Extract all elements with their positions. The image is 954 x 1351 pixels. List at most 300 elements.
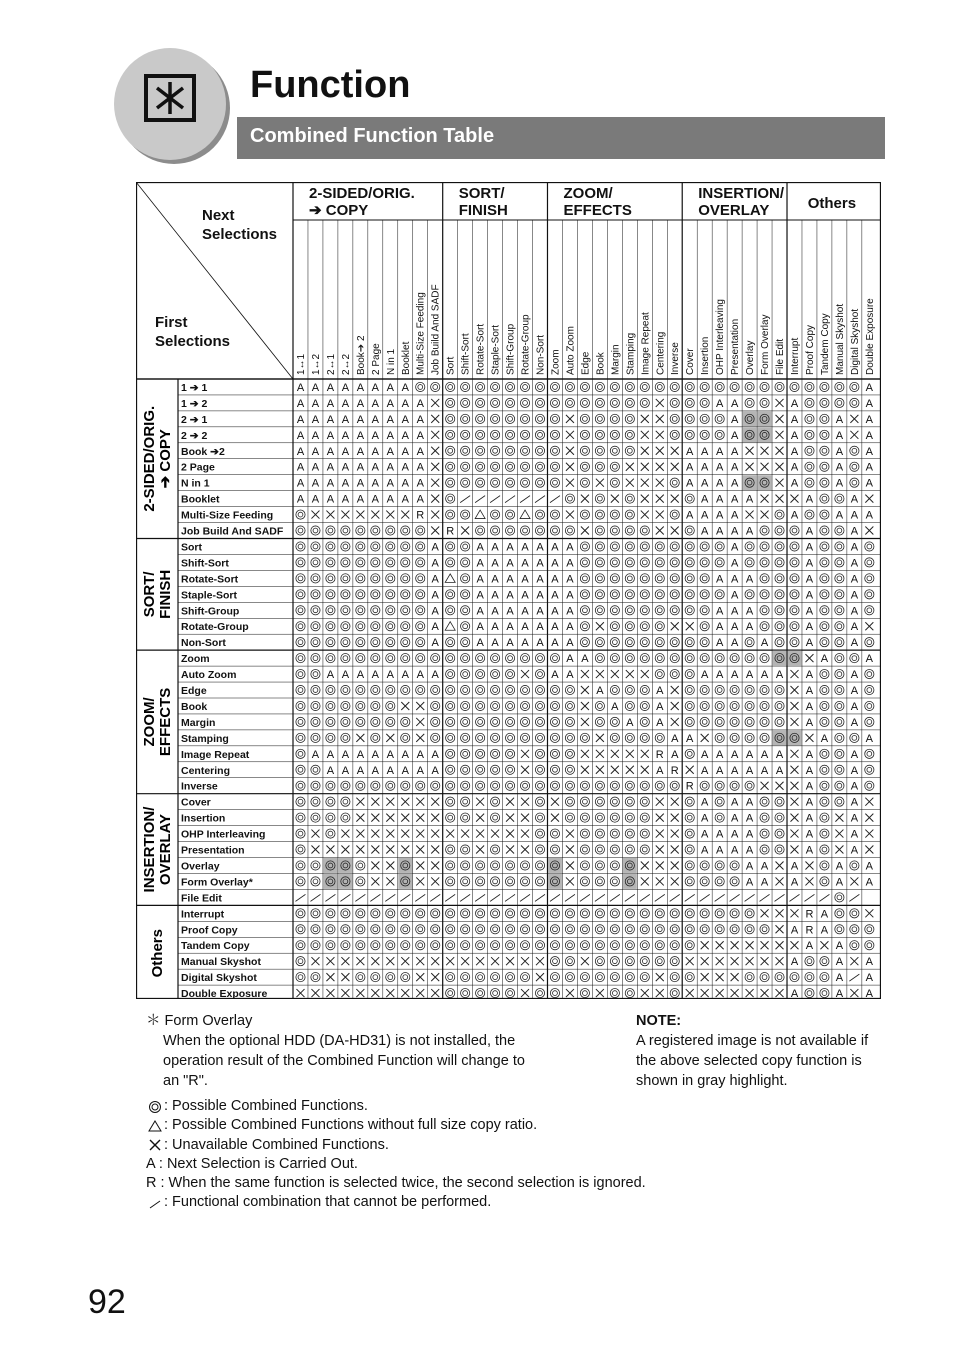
possible-circle-mark [520,925,529,934]
possible-circle-mark [476,781,485,790]
next-selection-mark: A [431,669,439,682]
next-selection-mark: A [805,605,814,618]
possible-circle-mark-inner [687,943,692,948]
possible-circle-mark-inner [508,704,513,709]
possible-circle-mark [490,398,499,407]
column-label: Presentation [730,318,742,375]
next-selection-mark: A [745,764,754,777]
possible-circle-mark-inner [553,688,558,693]
possible-circle-mark [670,669,679,678]
next-selection-mark: A [401,477,409,490]
possible-circle-mark [745,382,754,391]
possible-circle-mark-inner [298,592,303,597]
possible-circle-mark-inner [867,783,872,788]
next-selection-mark: A [521,621,529,634]
possible-circle-mark-inner [328,704,333,709]
next-selection-mark: A [356,461,365,474]
possible-circle-mark [296,829,305,838]
possible-circle-mark-inner [687,688,692,693]
triangle-mark [445,622,455,631]
possible-circle-mark [655,957,664,966]
possible-circle-mark-inner [298,624,303,629]
possible-circle-mark-inner [508,672,513,677]
possible-circle-mark-inner [612,385,617,390]
possible-circle-mark [446,813,455,822]
possible-circle-mark-inner [433,943,438,948]
possible-circle-mark-inner [298,528,303,533]
possible-circle-mark [550,781,559,790]
possible-circle-mark [401,973,410,982]
possible-circle-mark [700,877,709,886]
column-label: Form Overlay [760,314,772,375]
possible-circle-mark-inner [313,528,318,533]
possible-circle-mark [386,701,395,710]
possible-circle-mark [685,669,694,678]
possible-circle-mark-inner [672,608,677,613]
possible-circle-mark [550,398,559,407]
possible-circle-mark-inner [612,943,617,948]
next-selection-mark: A [730,557,739,570]
column-group-label: 2-SIDED/ORIG. [309,185,415,202]
possible-circle-mark-inner [508,432,513,437]
possible-circle-mark-inner [418,560,423,565]
possible-circle-mark [865,717,874,726]
possible-circle-mark-inner [388,688,393,693]
possible-circle-mark [820,414,829,423]
possible-circle-mark-inner [687,831,692,836]
possible-circle-mark-inner [762,576,767,581]
possible-circle-mark [655,558,664,567]
possible-circle-mark-inner [493,672,498,677]
possible-circle-mark-inner [493,847,498,852]
possible-circle-mark [520,781,529,790]
possible-circle-mark-inner [403,528,408,533]
possible-circle-mark [565,973,574,982]
possible-circle-mark [685,973,694,982]
possible-circle-mark [296,558,305,567]
possible-circle-mark [850,398,859,407]
next-selection-mark: A [476,557,484,570]
possible-circle-mark [580,622,589,631]
possible-circle-mark-inner [493,416,498,421]
possible-circle-mark [610,558,619,567]
possible-circle-mark [535,462,544,471]
next-selection-mark: A [401,461,409,474]
possible-circle-mark [775,638,784,647]
possible-circle-mark-inner [478,735,483,740]
next-selection-mark: A [566,541,574,554]
possible-circle-mark [820,494,829,503]
possible-circle-mark-inner [448,975,453,980]
next-selection-mark: A [865,876,874,889]
possible-circle-mark [296,733,305,742]
possible-circle-mark [461,733,470,742]
possible-circle-mark-inner [702,863,707,868]
next-selection-mark: A [850,669,859,682]
possible-circle-mark-inner [672,943,677,948]
possible-circle-mark-inner [463,751,468,756]
next-selection-mark: A [850,605,859,618]
possible-circle-mark [775,574,784,583]
next-selection-mark: A [491,589,499,602]
possible-circle-mark [580,813,589,822]
possible-circle-mark [311,590,320,599]
possible-circle-mark-inner [687,432,692,437]
possible-circle-mark-inner [463,879,468,884]
next-selection-mark: A [730,828,739,841]
row-label: Manual Skyshot [181,956,261,969]
legend-text: : Possible Combined Functions. [164,1098,368,1114]
possible-circle-mark [610,542,619,551]
possible-circle-mark [490,510,499,519]
possible-circle-mark [700,701,709,710]
column-group-label: ➔ COPY [309,202,369,219]
possible-circle-mark [311,765,320,774]
possible-circle-mark [341,797,350,806]
possible-circle-mark [341,622,350,631]
possible-circle-mark-inner [448,480,453,485]
next-selection-mark: A [701,844,709,857]
possible-circle-mark [640,717,649,726]
possible-circle-mark [820,622,829,631]
next-selection-mark: A [296,477,305,490]
possible-circle-mark [311,701,320,710]
next-selection-mark: A [715,445,724,458]
possible-circle-mark [341,574,350,583]
possible-circle-mark-inner [553,847,558,852]
possible-circle-mark-inner [747,783,752,788]
possible-circle-mark-inner [612,512,617,517]
possible-circle-mark [625,542,634,551]
possible-circle-mark [401,526,410,535]
possible-circle-mark-inner [433,735,438,740]
possible-circle-mark-inner [373,608,378,613]
possible-circle-mark [865,749,874,758]
possible-circle-mark [311,781,320,790]
possible-circle-mark-inner [508,927,513,932]
slash-mark [475,496,485,503]
possible-circle-mark [820,510,829,519]
possible-circle-mark [595,510,604,519]
possible-circle-mark [550,941,559,950]
possible-circle-mark-inner [747,720,752,725]
possible-circle-mark [610,574,619,583]
possible-circle-mark [341,590,350,599]
column-label: Digital Skyshot [849,308,861,375]
possible-circle-mark-inner [687,528,692,533]
possible-circle-mark-inner [448,385,453,390]
possible-circle-mark [775,685,784,694]
next-selection-mark: A [805,780,814,793]
next-selection-mark: A [865,413,874,426]
possible-circle-mark [371,925,380,934]
possible-circle-mark [371,733,380,742]
possible-circle-mark-inner [822,975,827,980]
possible-circle-mark-inner [597,512,602,517]
possible-circle-mark [356,717,365,726]
next-selection-mark: A [715,493,724,506]
possible-circle-mark-inner [672,975,677,980]
possible-circle-mark [610,957,619,966]
possible-circle-mark [371,558,380,567]
next-selection-mark: A [416,413,424,426]
possible-circle-mark-inner [403,927,408,932]
possible-circle-mark [850,733,859,742]
possible-circle-mark-inner [762,735,767,740]
possible-circle-mark-inner [642,401,647,406]
next-selection-mark: A [715,637,724,650]
possible-circle-mark-inner [583,783,588,788]
next-selection-mark: A [715,397,724,410]
next-selection-mark: A [715,509,724,522]
possible-circle-mark [745,398,754,407]
possible-circle-mark [670,654,679,663]
possible-circle-mark-inner [463,416,468,421]
row-group-label [141,406,174,512]
possible-circle-mark-inner [672,512,677,517]
next-selection-mark: A [566,557,574,570]
possible-circle-mark [356,877,365,886]
possible-circle-mark-inner [448,911,453,916]
possible-circle-mark [520,941,529,950]
possible-circle-mark [730,861,739,870]
possible-circle-mark [356,701,365,710]
ignored-mark: R [416,509,425,522]
possible-circle-mark [490,462,499,471]
possible-circle-mark [356,654,365,663]
possible-circle-mark [326,606,335,615]
possible-circle-mark [461,574,470,583]
possible-circle-mark [580,781,589,790]
possible-circle-mark [401,717,410,726]
possible-circle-mark [476,861,485,870]
possible-circle-mark-inner [313,735,318,740]
next-selection-mark: A [356,748,365,761]
possible-circle-mark [476,398,485,407]
possible-circle-mark [640,558,649,567]
possible-circle-mark [835,925,844,934]
possible-circle-mark-inner [448,799,453,804]
row-group-label-text: Others [149,929,166,978]
possible-circle-mark [401,685,410,694]
possible-circle-mark [805,414,814,423]
possible-circle-mark [565,494,574,503]
possible-circle-mark [490,877,499,886]
possible-circle-mark [461,717,470,726]
possible-circle-mark-inner [508,751,513,756]
possible-circle-mark [401,733,410,742]
next-selection-mark: A [596,685,604,698]
possible-circle-mark [715,590,724,599]
possible-circle-mark [820,845,829,854]
possible-circle-mark [535,382,544,391]
possible-circle-mark [326,925,335,934]
possible-circle-mark [820,813,829,822]
possible-circle-mark-inner [807,401,812,406]
column-label: Manual Skyshot [834,303,846,375]
possible-circle-mark [670,398,679,407]
possible-circle-mark-inner [418,640,423,645]
next-selection-mark: A [686,732,694,745]
possible-circle-mark-inner [657,592,662,597]
possible-circle-mark-inner [523,735,528,740]
possible-circle-mark [580,446,589,455]
possible-circle-mark-inner [597,783,602,788]
possible-circle-mark [356,861,365,870]
slash-mark [849,894,859,901]
possible-circle-mark [311,813,320,822]
next-selection-mark: A [686,445,694,458]
possible-circle-mark-inner [583,975,588,980]
possible-circle-mark [685,590,694,599]
possible-circle-mark [685,701,694,710]
note-line: A registered image is not available if [636,1033,869,1049]
possible-circle-mark-inner [298,512,303,517]
possible-circle-mark [580,797,589,806]
possible-circle-mark [311,925,320,934]
possible-circle-mark [490,781,499,790]
possible-circle-mark-inner [657,560,662,565]
possible-circle-mark [505,941,514,950]
next-selection-mark: A [775,669,784,682]
possible-circle-mark [535,877,544,886]
slash-mark [535,496,545,503]
possible-circle-mark-inner [553,767,558,772]
possible-circle-mark-inner [538,767,543,772]
possible-circle-mark [745,701,754,710]
next-selection-mark: A [701,509,709,522]
next-selection-mark: A [611,700,619,713]
possible-circle-mark [326,941,335,950]
next-selection-mark: A [386,669,394,682]
triangle-icon [146,1119,164,1133]
next-selection-mark: A [865,509,874,522]
possible-circle-mark-inner [702,608,707,613]
next-selection-mark: A [865,477,874,490]
possible-circle-mark [550,414,559,423]
possible-circle-mark [505,717,514,726]
possible-circle-mark [326,558,335,567]
possible-circle-mark [446,733,455,742]
row-group-label [141,570,174,619]
possible-circle-mark [476,765,485,774]
possible-circle-mark [835,574,844,583]
next-selection-mark: A [371,429,380,442]
next-selection-mark: A [476,589,484,602]
possible-circle-mark-inner [478,464,483,469]
possible-circle-mark [820,973,829,982]
possible-circle-mark [446,941,455,950]
next-selection-mark: A [311,748,320,761]
possible-circle-mark [520,526,529,535]
possible-circle-mark-inner [687,576,692,581]
next-selection-mark: A [835,940,844,953]
possible-circle-mark-inner [822,720,827,725]
possible-circle-mark-inner [762,975,767,980]
next-selection-mark: A [506,605,514,618]
possible-circle-mark-inner [493,927,498,932]
possible-circle-mark-inner [597,592,602,597]
next-selection-mark: A [386,461,394,474]
possible-circle-mark-inner [822,432,827,437]
possible-circle-mark-inner [298,975,303,980]
possible-circle-mark [835,526,844,535]
possible-circle-mark [461,478,470,487]
possible-circle-mark-inner [433,720,438,725]
possible-circle-mark-inner [702,432,707,437]
possible-circle-mark [565,909,574,918]
possible-circle-mark-inner [642,656,647,661]
possible-circle-mark-inner [328,720,333,725]
possible-circle-mark [700,398,709,407]
possible-circle-mark-inner [313,720,318,725]
next-selection-mark: A [835,972,844,985]
next-selection-mark: A [790,413,799,426]
possible-circle-mark [775,973,784,982]
next-selection-mark: A [790,988,799,999]
possible-circle-mark-inner [583,480,588,485]
possible-circle-mark-inner [343,815,348,820]
next-selection-mark: A [715,748,724,761]
possible-circle-mark [356,558,365,567]
possible-circle-mark-inner [373,656,378,661]
next-selection-mark: A [790,477,799,490]
possible-circle-mark [520,382,529,391]
possible-circle-mark [760,398,769,407]
possible-circle-mark-inner [597,656,602,661]
possible-circle-mark-inner [388,656,393,661]
possible-circle-mark-inner [418,624,423,629]
possible-circle-mark [640,909,649,918]
possible-circle-mark [565,701,574,710]
next-selection-mark: A [701,461,709,474]
possible-circle-mark-inner [493,720,498,725]
slash-mark [535,894,545,901]
next-selection-mark: A [805,716,814,729]
possible-circle-mark [580,510,589,519]
possible-circle-mark [371,606,380,615]
possible-circle-mark-inner [313,624,318,629]
possible-circle-mark-inner [717,879,722,884]
next-selection-mark: A [701,796,709,809]
possible-circle-mark-inner [298,911,303,916]
possible-circle-mark [640,941,649,950]
possible-circle-mark-inner [657,672,662,677]
possible-circle-mark [670,941,679,950]
next-selection-mark: A [401,669,409,682]
possible-circle-mark [835,909,844,918]
next-selection-mark: A [730,493,739,506]
possible-circle-mark-inner [597,927,602,932]
possible-circle-mark-inner [388,927,393,932]
possible-circle-mark-inner [627,512,632,517]
possible-circle-mark [670,973,679,982]
possible-circle-mark-inner [493,751,498,756]
possible-circle-mark-inner [403,560,408,565]
possible-circle-mark-inner [493,879,498,884]
next-selection-mark: A [356,413,365,426]
possible-circle-mark [446,909,455,918]
possible-circle-mark [296,638,305,647]
possible-circle-mark [700,781,709,790]
possible-circle-mark [745,590,754,599]
possible-circle-mark [625,382,634,391]
possible-circle-mark [371,941,380,950]
column-label: Stamping [625,332,637,375]
possible-circle-mark-inner [777,560,782,565]
possible-circle-mark [311,526,320,535]
possible-circle-mark-inner [313,656,318,661]
